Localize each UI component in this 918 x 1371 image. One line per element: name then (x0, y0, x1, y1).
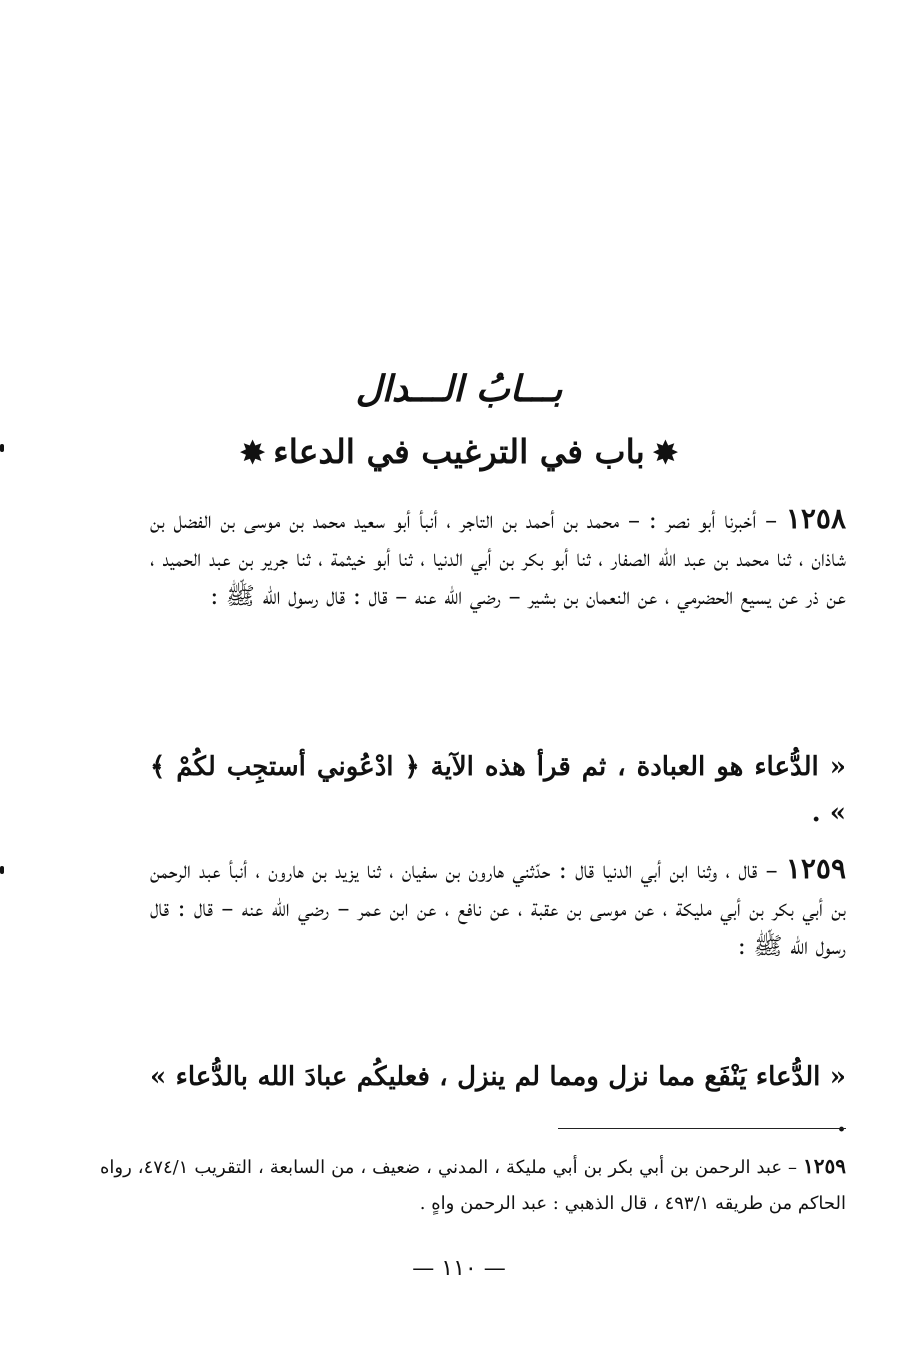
scan-edge-mark (0, 866, 4, 874)
hadith-isnad-text: – قال ، وثنا ابن أبي الدنيا قال : حدّثني هارون بن سفيان ، ثنا يزيد بن هارون ، أنبأ عبد الرحمن بن أبي بكر بن أبي مليكة ، عن موسى بن عقبة ، عن نافع ، عن ابن عمر – رضي الله عنه – قال : قال رسول الله ﷺ : (150, 856, 846, 960)
hadith-isnad-text: – أخبرنا أبو نصر : – محمد بن أحمد بن التاجر ، أنبأ أبو سعيد محمد بن موسى بن الفضل بن شاذان ، ثنا محمد بن عبد الله الصفار ، ثنا أبو بكر بن أبي الدنيا ، ثنا أبو خيثمة ، ثنا جرير بن عبد الحميد ، عن ذر عن يسيع الحضرمي ، عن النعمان بن بشير – رضي الله عنه – قال : قال رسول الله ﷺ : (150, 506, 846, 610)
star-ornament-icon: ✸ (652, 436, 678, 471)
hadith-1258-isnad (150, 500, 846, 615)
hadith-number: ١٢٥٨ (785, 502, 846, 535)
hadith-1258-matn: « الدُّعاء هو العبادة ، ثم قرأ هذه الآية ﴿ ادْعُوني أستجِب لكُمْ ﴾ » . (150, 752, 846, 828)
page-number: — ١١٠ — (412, 1256, 506, 1281)
footnote (100, 1148, 846, 1222)
hadith-number: ١٢٥٩ (785, 852, 846, 885)
chapter-title: بـــابُ الـــدال (355, 368, 563, 410)
hadith-1259-matn: « الدُّعاء يَنْفَع مما نزل ومما لم ينزل ، فعليكُم عبادَ الله بالدُّعاء » . (150, 1062, 846, 1138)
footnote-text: – عبد الرحمن بن أبي بكر بن أبي مليكة ، المدني ، ضعيف ، من السابعة ، التقريب ٤٧٤/١، رواه الحاكم من طريقه ٤٩٣/١ ، قال الذهبي : عبد الرحمن واهٍ . (100, 1157, 846, 1214)
scan-edge-mark (0, 444, 4, 452)
footnote-number: ١٢٥٩ (803, 1154, 846, 1178)
star-ornament-icon: ✸ (240, 436, 266, 471)
footnote-divider (558, 1128, 846, 1129)
hadith-1259-isnad (150, 850, 846, 965)
section-title (0, 432, 918, 471)
section-title-text: باب في الترغيب في الدعاء (273, 432, 645, 471)
